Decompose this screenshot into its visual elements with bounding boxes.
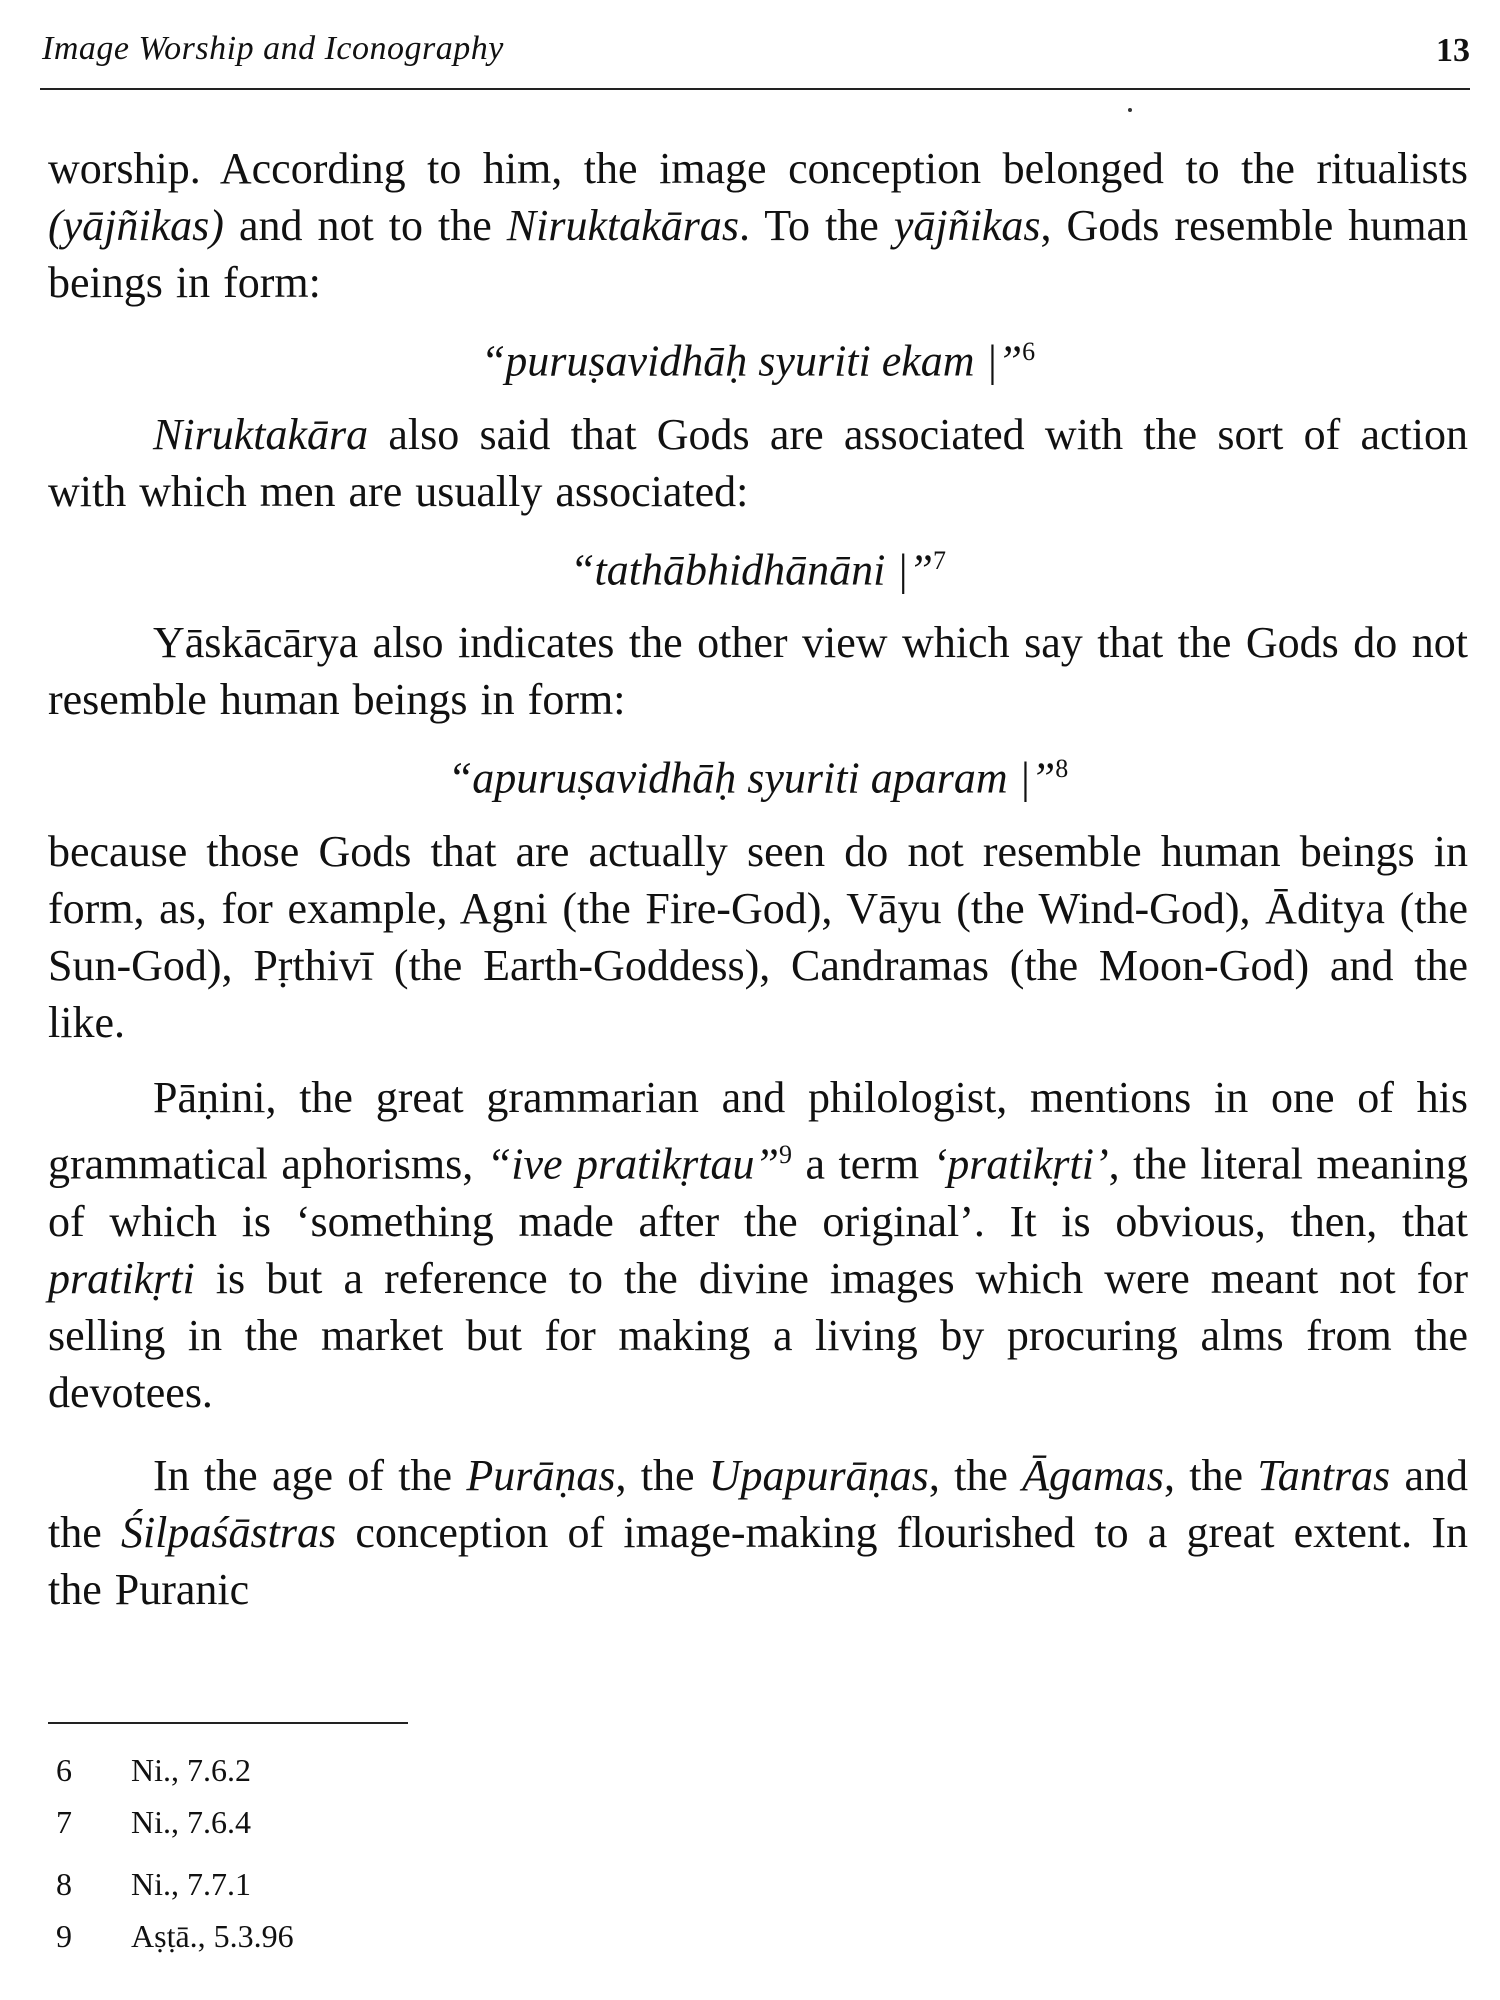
footnote-text: Ni., 7.6.4	[131, 1804, 251, 1840]
header-rule	[40, 88, 1470, 90]
footnote-item	[56, 1750, 856, 1790]
footnote-text: Ni., 7.6.2	[131, 1752, 251, 1788]
footnote-number: 6	[56, 1752, 72, 1788]
footnote-ref: 6	[1022, 337, 1036, 366]
paragraph-6: In the age of the Purāṇas, the Upapurāṇas, the Āgamas, the Tantras and the Śilpaśāstras conception of image-making flourished to a great extent. In the Puranic	[48, 1450, 1469, 1614]
paragraph-1: worship. According to him, the image conception belonged to the ritualists (yājñikas) and not to the Niruktakāras. To the yājñikas, Gods resemble human beings in form:	[48, 144, 1469, 307]
paragraph-3: Yāskācārya also indicates the other view which say that the Gods do not resemble human beings in form:	[48, 618, 1468, 725]
paragraph-4: because those Gods that are actually seen do not resemble human beings in form, as, for example, Agni (the Fire-God), Vāyu (the Wind-God), Āditya (the Sun-God), Pṛthivī (the Earth-Goddess), Candramas (the Moon-God) and the like.	[48, 826, 1468, 1047]
verse-quote-3: “apuruṣavidhāḥ syuriti aparam |”$^8$	[447, 753, 1069, 803]
footnote-number: 9	[56, 1918, 72, 1954]
page-number: 13	[1436, 32, 1470, 69]
footnotes	[56, 1750, 856, 1968]
verse-quote-1: “puruṣavidhāḥ syuriti ekam |”$^6$	[480, 336, 1036, 386]
footnote-number: 8	[56, 1866, 72, 1902]
running-title: Image Worship and Iconography	[42, 30, 504, 67]
print-speck	[1128, 108, 1132, 112]
footnote-rule	[48, 1722, 408, 1724]
footnote-text: Ni., 7.7.1	[131, 1866, 251, 1902]
footnote-ref: 8	[1055, 754, 1069, 784]
footnote-ref: 9	[778, 1139, 792, 1169]
paragraph-5: Pāṇini, the great grammarian and philologist, mentions in one of his grammatical aphorisms, “ive pratikṛtau”$^9$ a term ‘pratikṛti’, the literal meaning of which is ‘something made after the original’. It is obvious, then, that pratikṛti is but a reference to the divine images which were meant not for selling in the market but for making a living by procuring alms from the devotees.	[48, 1072, 1468, 1417]
footnote-number: 7	[56, 1804, 72, 1840]
footnote-item	[56, 1802, 856, 1842]
footnote-item	[56, 1916, 856, 1956]
footnote-text: Aṣṭā., 5.3.96	[131, 1918, 294, 1954]
paragraph-2: Niruktakāra also said that Gods are associated with the sort of action with which men are usually associated:	[48, 409, 1468, 516]
footnote-item	[56, 1864, 856, 1904]
verse-quote-2: “tathābhidhānāni |”$^7$	[570, 545, 946, 595]
main-text	[48, 140, 1468, 1618]
footnote-ref: 7	[932, 545, 946, 575]
